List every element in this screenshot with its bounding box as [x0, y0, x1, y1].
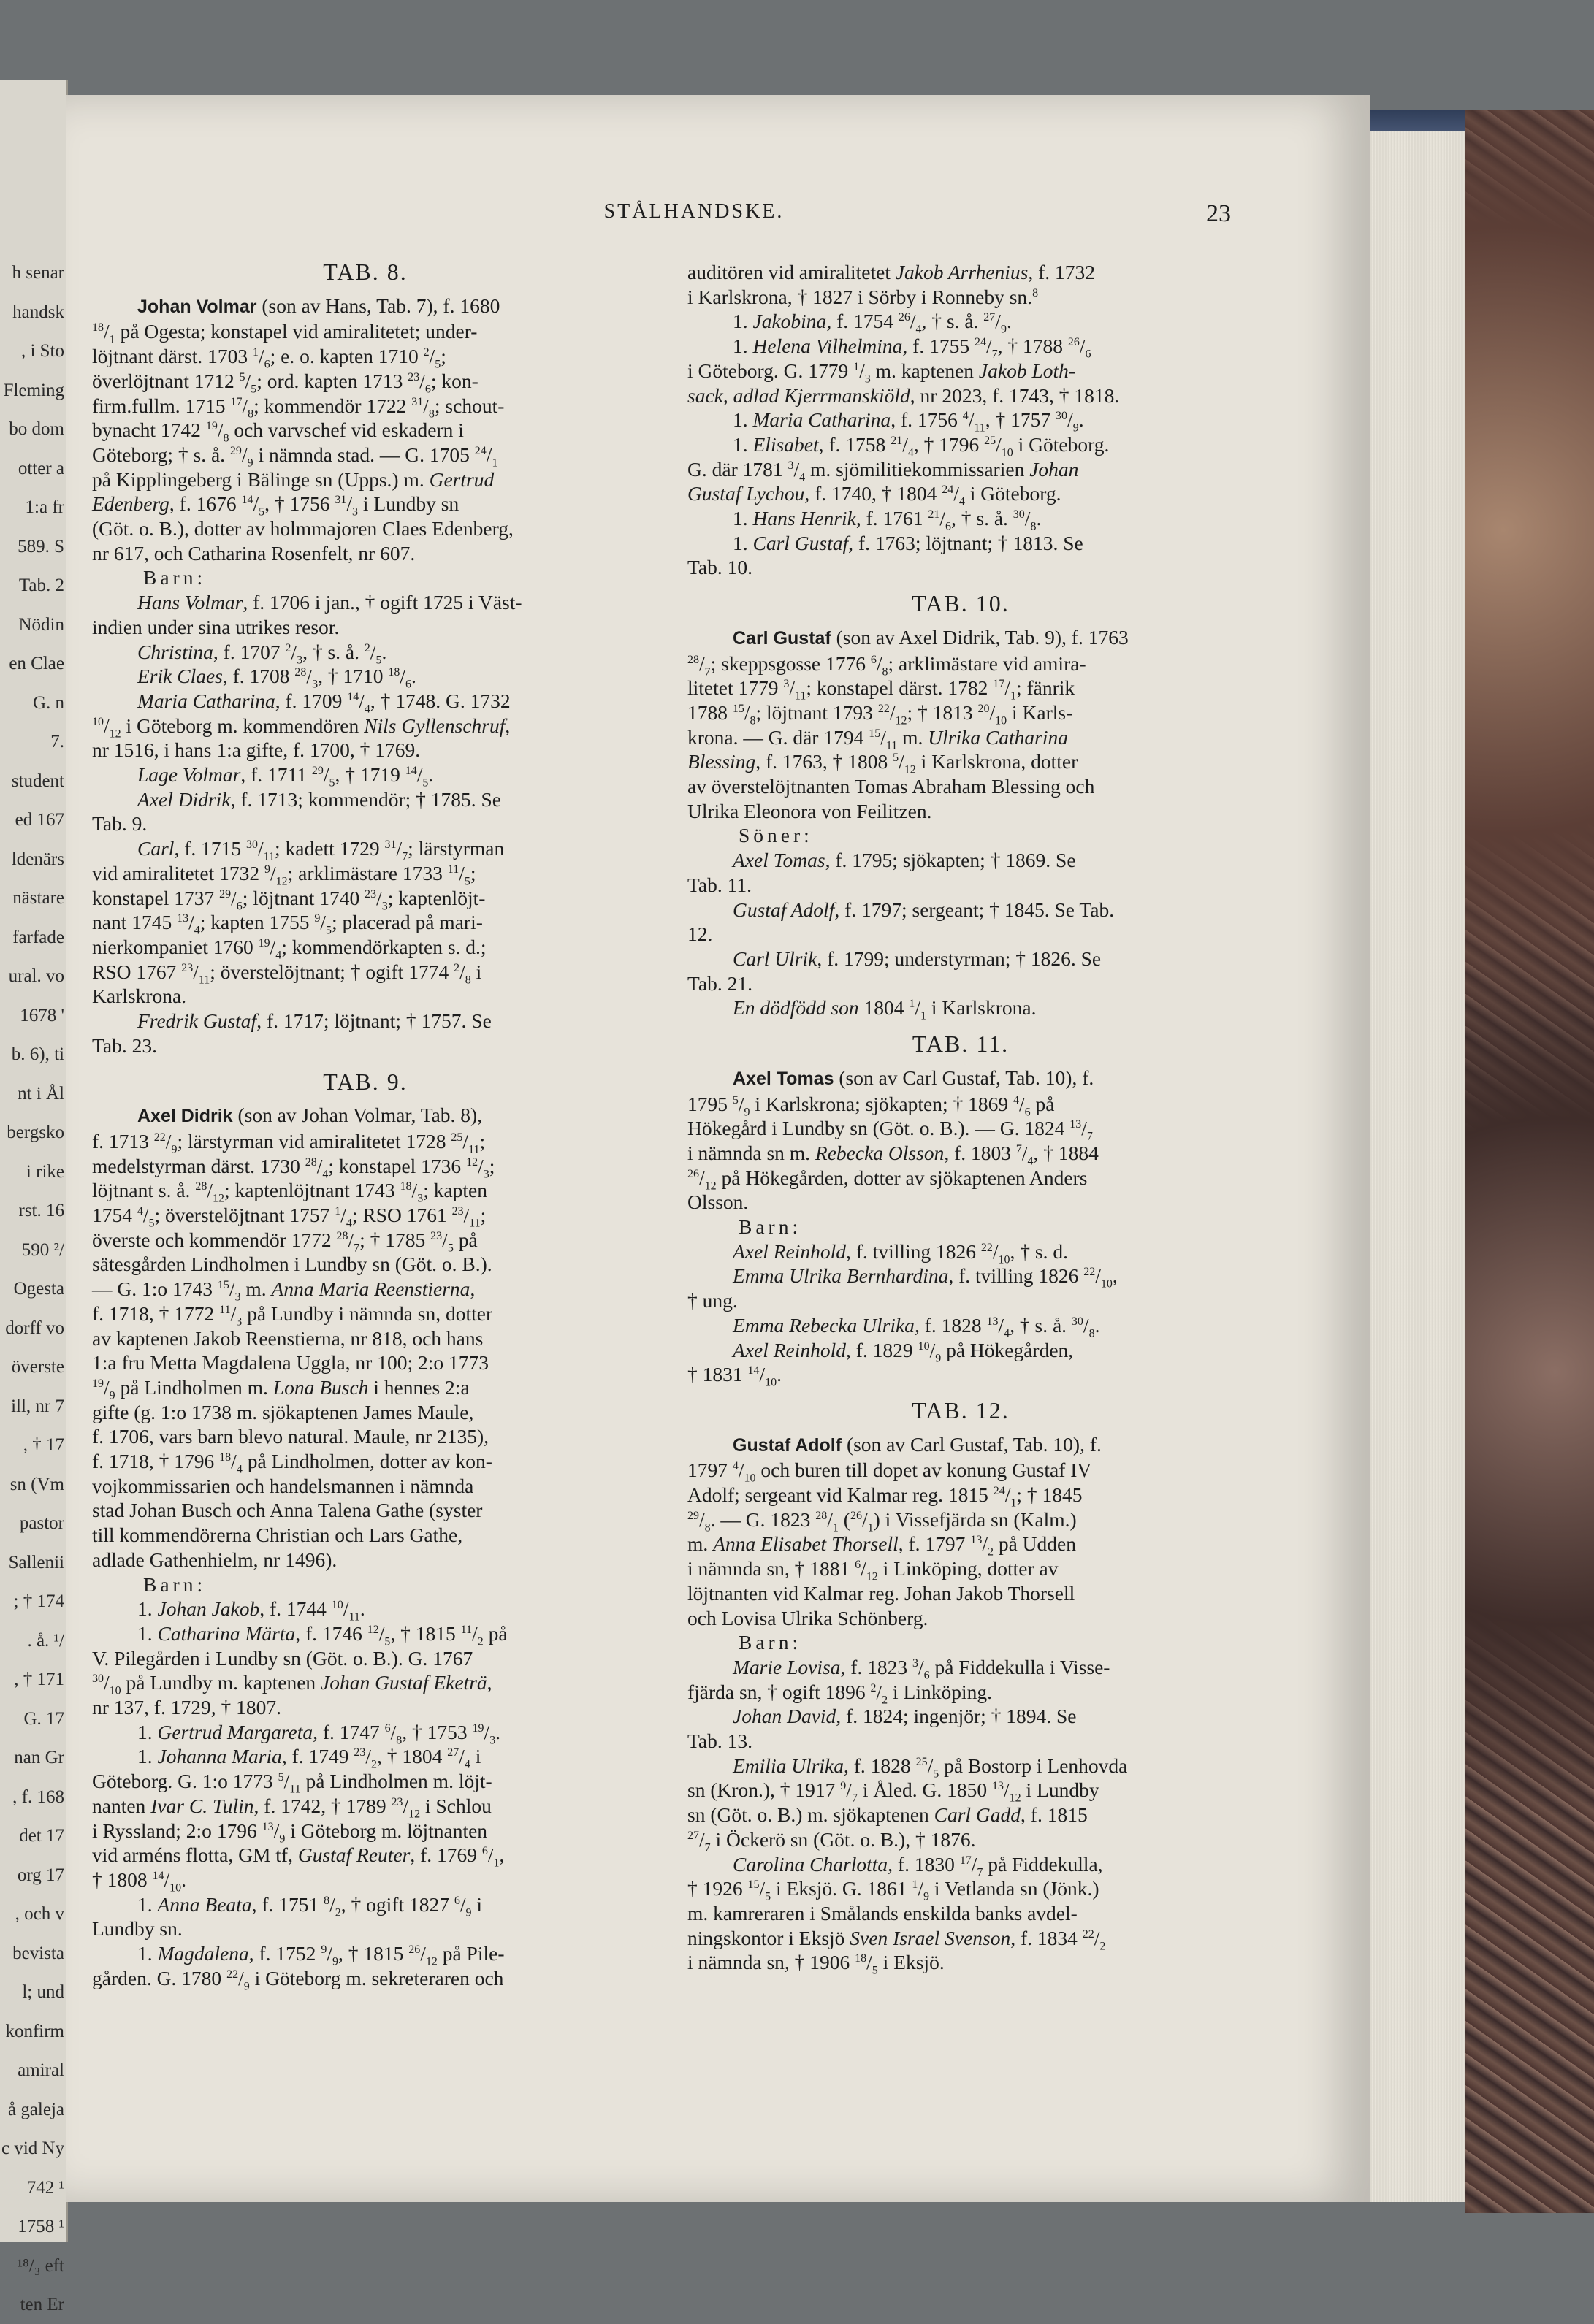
text-line: Emma Rebecka Ulrika, f. 1828 $^{13}/_4$, † s. å. $^{30}/_8$.	[733, 1313, 1100, 1340]
margin-fragment: 589. S	[18, 536, 64, 557]
text-line: auditören vid amiralitetet Jakob Arrhenius, f. 1732	[687, 261, 1096, 283]
margin-fragment: ed 167	[15, 810, 64, 830]
text-line: 1. Carl Gustaf, f. 1763; löjtnant; † 1813. Se	[733, 531, 1083, 554]
text-line: överlöjtnant 1712 $^5/_5$; ord. kapten 1713 $^{23}/_6$; kon-	[92, 369, 478, 396]
margin-fragment: 1678 '	[20, 1005, 64, 1025]
margin-fragment: c vid Ny	[1, 2138, 64, 2158]
text-line: 1. Magdalena, f. 1752 $^9/_9$, † 1815 $^{26}/_{12}$ på Pile-	[137, 1942, 505, 1968]
entry-paragraph	[687, 1432, 1234, 1631]
text-line: f. 1713 $^{22}/_9$; lärstyrman vid amiralitetet 1728 $^{25}/_{11}$;	[92, 1129, 486, 1156]
text-line: 1:a fru Metta Magdalena Uggla, nr 100; 2:o 1773	[92, 1351, 489, 1375]
text-line: Adolf; sergeant vid Kalmar reg. 1815 $^{24}/_1$; † 1845	[687, 1483, 1083, 1510]
text-line: Blessing, f. 1763, † 1808 $^5/_{12}$ i Karlskrona, dotter	[687, 750, 1078, 776]
entry-paragraph	[92, 762, 638, 790]
table-heading: TAB. 10.	[912, 590, 1010, 617]
margin-fragment: student	[11, 771, 64, 791]
entry-paragraph	[687, 531, 1234, 580]
text-line: Gustaf Adolf (son av Carl Gustaf, Tab. 10), f.	[733, 1432, 1102, 1456]
entry-paragraph	[92, 1720, 638, 1745]
entry-paragraph	[687, 1754, 1234, 1852]
text-line: Axel Reinhold, f. tvilling 1826 $^{22}/_{10}$, † s. d.	[733, 1239, 1068, 1266]
margin-fragment: b. 6), ti	[11, 1044, 64, 1064]
text-line: Carl, f. 1715 $^{30}/_{11}$; kadett 1729 $^{31}/_7$; lärstyrman	[137, 837, 505, 863]
text-line: i Karlskrona, † 1827 i Sörby i Ronneby sn.$^8$	[687, 285, 1039, 308]
margin-fragment: ¹⁸/₃ eft	[17, 2255, 64, 2276]
table-heading: TAB. 9.	[323, 1068, 408, 1095]
margin-fragment: ; † 174	[13, 1591, 64, 1611]
text-line: sn (Kron.), † 1917 $^9/_7$ i Åled. G. 1850 $^{13}/_{12}$ i Lundby	[687, 1778, 1099, 1805]
entry-paragraph	[687, 848, 1234, 897]
margin-fragment: i rike	[26, 1161, 64, 1182]
text-line: (Göt. o. B.), dotter av holmmajoren Claes Edenberg,	[92, 517, 514, 540]
text-line: nanten Ivar C. Tulin, f. 1742, † 1789 $^{23}/_{12}$ i Schlou	[92, 1794, 492, 1821]
text-line: löjtnant därst. 1703 $^1/_6$; e. o. kapten 1710 $^2/_5$;	[92, 345, 446, 371]
text-line: Axel Reinhold, f. 1829 $^{10}/_9$ på Hökegården,	[733, 1338, 1074, 1365]
margin-fragment: amiral	[18, 2060, 64, 2080]
table-heading: TAB. 11.	[912, 1031, 1010, 1058]
margin-fragment: farfade	[12, 927, 64, 947]
entry-paragraph	[687, 1655, 1234, 1707]
text-line: Lage Volmar, f. 1711 $^{29}/_5$, † 1719 $^{14}/_5$.	[137, 763, 434, 790]
text-line: ningskontor i Eksjö Sven Israel Svenson, f. 1834 $^{22}/_2$	[687, 1926, 1106, 1953]
margin-fragment: G. n	[32, 692, 64, 713]
text-line: $^{27}/_7$ i Öckerö sn (Göt. o. B.), † 1876.	[687, 1827, 976, 1854]
margin-fragment: överste	[11, 1357, 64, 1377]
entry-paragraph	[92, 1941, 638, 1993]
text-line: f. 1718, † 1796 $^{18}/_4$ på Lindholmen, dotter av kon-	[92, 1450, 492, 1476]
entry-paragraph	[687, 1066, 1234, 1215]
margin-fragment: org 17	[17, 1865, 64, 1885]
margin-fragment: ldenärs	[11, 849, 64, 869]
text-line: indien under sina utrikes resor.	[92, 615, 340, 638]
text-line: 1. Gertrud Margareta, f. 1747 $^6/_8$, † 1753 $^{19}/_3$.	[137, 1720, 501, 1747]
entry-paragraph	[687, 1313, 1234, 1338]
text-line: Tab. 11.	[687, 873, 752, 896]
entry-paragraph	[687, 898, 1234, 947]
text-line: Gustaf Adolf, f. 1797; sergeant; † 1845. Se Tab.	[733, 898, 1115, 921]
margin-fragment: pastor	[19, 1513, 64, 1533]
text-line: gården. G. 1780 $^{22}/_9$ i Göteborg m. sekreteraren och	[92, 1966, 504, 1993]
text-line: Edenberg, f. 1676 $^{14}/_5$, † 1756 $^{31}/_3$ i Lundby sn	[92, 492, 459, 519]
table-heading: TAB. 12.	[912, 1396, 1010, 1423]
text-line: Olsson.	[687, 1190, 749, 1214]
margin-fragment: Ogesta	[13, 1279, 64, 1299]
margin-fragment: 590 ²/	[21, 1239, 64, 1260]
margin-fragment: Fleming	[3, 380, 64, 400]
page-number: 23	[1206, 200, 1231, 227]
table-heading: TAB. 8.	[323, 259, 408, 285]
margin-fragment: , † 171	[14, 1670, 64, 1689]
text-line: medelstyrman därst. 1730 $^{28}/_4$; konstapel 1736 $^{12}/_3$;	[92, 1154, 495, 1181]
entry-paragraph	[687, 947, 1234, 995]
margin-fragment: 742 ¹	[26, 2177, 64, 2198]
text-line: vid arméns flotta, GM tf, Gustaf Reuter, f. 1769 $^6/_1$,	[92, 1843, 505, 1870]
left-column	[92, 260, 638, 1991]
text-line: $^{26}/_{12}$ på Hökegården, dotter av sjökaptenen Anders	[687, 1166, 1088, 1193]
text-line: Carl Ulrik, f. 1799; understyrman; † 1826. Se	[733, 947, 1102, 970]
text-line: $^{28}/_7$; skeppsgosse 1776 $^6/_8$; arklimästare vid amira-	[687, 651, 1086, 679]
entry-paragraph	[92, 1892, 638, 1941]
text-line: Tab. 9.	[92, 812, 148, 836]
text-line: Johan Volmar (son av Hans, Tab. 7), f. 1680	[137, 294, 500, 317]
text-line: 1. Anna Beata, f. 1751 $^8/_2$, † ogift 1827 $^6/_9$ i	[137, 1892, 482, 1919]
running-head: STÅLHANDSKE.	[603, 200, 785, 223]
text-line: 1. Helena Vilhelmina, f. 1755 $^{24}/_7$, † 1788 $^{26}/_6$	[733, 335, 1091, 361]
text-line: Tab. 13.	[687, 1729, 752, 1753]
children-label: Barn:	[739, 1215, 802, 1239]
entry-paragraph	[92, 1009, 638, 1058]
text-line: bynacht 1742 $^{19}/_8$ och varvschef vid eskadern i	[92, 418, 464, 445]
margin-fragment: h senar	[12, 263, 64, 283]
entry-paragraph	[687, 1264, 1234, 1312]
entry-paragraph	[92, 1597, 638, 1624]
entry-paragraph	[92, 664, 638, 689]
margin-fragment: 1758 ¹	[18, 2217, 64, 2236]
text-line: sack, adlad Kjerrmanskiöld, nr 2023, f. 1743, † 1818.	[687, 383, 1120, 407]
text-line: fjärda sn, † ogift 1896 $^2/_2$ i Linköping.	[687, 1680, 993, 1707]
text-line: 1788 $^{15}/_8$; löjtnant 1793 $^{22}/_{12}$; † 1813 $^{20}/_{10}$ i Karls-	[687, 700, 1073, 727]
text-line: 12.	[687, 922, 713, 946]
entry-paragraph	[92, 590, 638, 639]
entry-paragraph	[687, 625, 1234, 824]
text-line: — G. 1:o 1743 $^{15}/_3$ m. Anna Maria Reenstierna,	[92, 1277, 476, 1304]
entry-paragraph	[687, 408, 1234, 435]
entry-paragraph	[687, 260, 1234, 309]
text-line: Axel Tomas, f. 1795; sjökapten; † 1869. Se	[733, 849, 1076, 872]
text-line: m. Anna Elisabet Thorsell, f. 1797 $^{13}/_2$ på Udden	[687, 1532, 1076, 1559]
text-line: 1797 $^4/_{10}$ och buren till dopet av konung Gustaf IV	[687, 1459, 1092, 1485]
text-line: Christina, f. 1707 $^2/_3$, † s. å. $^2/_5$.	[137, 640, 387, 667]
text-line: till kommendörerna Christian och Lars Gathe,	[92, 1524, 463, 1547]
text-line: sn (Göt. o. B.) m. sjökaptenen Carl Gadd, f. 1815	[687, 1803, 1088, 1827]
text-line: i Ryssland; 2:o 1796 $^{13}/_9$ i Göteborg m. löjtnanten	[92, 1819, 488, 1846]
entry-paragraph	[687, 1704, 1234, 1753]
text-line: Hans Volmar, f. 1706 i jan., † ogift 1725 i Väst-	[137, 591, 522, 614]
text-line: Carolina Charlotta, f. 1830 $^{17}/_7$ på Fiddekulla,	[733, 1852, 1103, 1879]
margin-fragment: 1:a fr	[25, 497, 64, 517]
margin-fragment: nt i Ål	[18, 1083, 64, 1104]
text-line: vojkommissarien och handelsmannen i nämnda	[92, 1474, 474, 1497]
text-line: 1. Elisabet, f. 1758 $^{21}/_4$, † 1796 $^{25}/_{10}$ i Göteborg.	[733, 432, 1110, 459]
entry-paragraph	[687, 309, 1234, 334]
entry-paragraph	[92, 1103, 638, 1572]
entry-paragraph	[687, 432, 1234, 506]
margin-fragment: bevista	[12, 1943, 64, 1963]
margin-fragment: nästare	[12, 888, 64, 908]
text-line: $^{18}/_1$ på Ogesta; konstapel vid amiralitetet; under-	[92, 320, 478, 346]
entry-paragraph	[687, 506, 1234, 531]
margin-fragment: det 17	[19, 1826, 64, 1846]
text-line: † ung.	[687, 1289, 738, 1312]
text-line: RSO 1767 $^{23}/_{11}$; överstelöjtnant; † ogift 1774 $^2/_8$ i	[92, 960, 482, 987]
text-line: Gustaf Lychou, f. 1740, † 1804 $^{24}/_4$ i Göteborg.	[687, 482, 1061, 508]
text-line: Göteborg. G. 1:o 1773 $^5/_{11}$ på Lindholmen m. löjt-	[92, 1770, 492, 1796]
previous-page-edge	[0, 80, 68, 2315]
text-line: löjtnant s. å. $^{28}/_{12}$; kaptenlöjtnant 1743 $^{18}/_3$; kapten	[92, 1179, 488, 1205]
text-line: i nämnda sn, † 1906 $^{18}/_5$ i Eksjö.	[687, 1951, 945, 1977]
margin-fragment: rst. 16	[18, 1201, 64, 1220]
margin-fragment: bergsko	[7, 1123, 64, 1142]
entry-paragraph	[687, 995, 1234, 1023]
text-line: † 1926 $^{15}/_5$ i Eksjö. G. 1861 $^1/_9$ i Vetlanda sn (Jönk.)	[687, 1877, 1099, 1903]
text-line: 1. Maria Catharina, f. 1756 $^4/_{11}$, † 1757 $^{30}/_9$.	[733, 408, 1084, 435]
text-line: $^{29}/_8$. — G. 1823 $^{28}/_1$ $(^{26}/_1)$ i Vissefjärda sn (Kalm.)	[687, 1507, 1077, 1534]
entry-paragraph	[92, 294, 638, 566]
text-line: $^{30}/_{10}$ på Lundby m. kaptenen Johan Gustaf Eketrä,	[92, 1671, 492, 1697]
entry-paragraph	[687, 334, 1234, 408]
margin-fragment: 7.	[50, 732, 64, 752]
text-line: Lundby sn.	[92, 1917, 183, 1941]
text-line: litetet 1779 $^3/_{11}$; konstapel därst. 1782 $^{17}/_1$; fänrik	[687, 676, 1075, 703]
children-label: Barn:	[143, 1572, 207, 1596]
text-line: Ulrika Eleonora von Feilitzen.	[687, 799, 932, 822]
text-line: 1. Hans Henrik, f. 1761 $^{21}/_6$, † s. å. $^{30}/_8$.	[733, 507, 1042, 533]
text-line: † 1808 $^{14}/_{10}$.	[92, 1868, 187, 1895]
text-line: 1. Johan Jakob, f. 1744 $^{10}/_{11}$.	[137, 1597, 365, 1624]
text-line: Karlskrona.	[92, 985, 187, 1008]
text-line: $^{10}/_{12}$ i Göteborg m. kommendören Nils Gyllenschruf,	[92, 714, 511, 741]
margin-fragment: Nödin	[18, 614, 64, 635]
margin-fragment: ill, nr 7	[11, 1396, 64, 1416]
entry-paragraph	[687, 1338, 1234, 1387]
text-line: 1. Catharina Märta, f. 1746 $^{12}/_5$, † 1815 $^{11}/_2$ på	[137, 1621, 508, 1648]
entry-paragraph	[92, 1621, 638, 1720]
text-line: gifte (g. 1:o 1738 m. sjökaptenen James Maule,	[92, 1400, 474, 1423]
text-line: † 1831 $^{14}/_{10}$.	[687, 1363, 782, 1389]
text-line: 1795 $^5/_9$ i Karlskrona; sjökapten; † 1869 $^4/_6$ på	[687, 1092, 1055, 1118]
text-line: Fredrik Gustaf, f. 1717; löjtnant; † 1757. Se	[137, 1009, 492, 1033]
entry-paragraph	[687, 1239, 1234, 1264]
children-label: Barn:	[739, 1631, 802, 1654]
text-line: Erik Claes, f. 1708 $^{28}/_3$, † 1710 $^{18}/_6$.	[137, 665, 416, 691]
margin-fragment: . å. ¹/	[27, 1630, 64, 1651]
margin-fragment: sn (Vm	[9, 1474, 64, 1494]
text-line: på Kipplingeberg i Bälinge sn (Upps.) m. Gertrud	[92, 467, 495, 491]
entry-paragraph	[687, 1852, 1234, 1976]
margin-fragment: nan Gr	[14, 1748, 64, 1767]
text-line: Hökegård i Lundby sn (Göt. o. B.). — G. 1824 $^{13}/_7$	[687, 1117, 1093, 1143]
margin-fragment: bo dom	[9, 419, 64, 439]
margin-fragment: , † 17	[23, 1435, 64, 1455]
text-line: löjtnanten vid Kalmar reg. Johan Jakob Thorsell	[687, 1581, 1075, 1605]
text-line: av överstelöjtnanten Tomas Abraham Blessing och	[687, 775, 1095, 798]
margin-fragment: ten Er	[20, 2295, 64, 2315]
entry-paragraph	[92, 689, 638, 762]
text-line: Carl Gustaf (son av Axel Didrik, Tab. 9), f. 1763	[733, 625, 1129, 649]
margin-fragment: , i Sto	[20, 341, 64, 361]
text-line: krona. — G. där 1794 $^{15}/_{11}$ m. Ulrika Catharina	[687, 725, 1069, 752]
margin-fragment: konfirm	[5, 2021, 64, 2041]
text-line: f. 1706, vars barn blevo natural. Maule, nr 2135),	[92, 1425, 489, 1448]
margin-fragment: Sallenii	[8, 1552, 64, 1572]
text-line: stad Johan Busch och Anna Talena Gathe (syster	[92, 1499, 483, 1522]
text-line: 1. Jakobina, f. 1754 $^{26}/_4$, † s. å. $^{27}/_9$.	[733, 310, 1012, 336]
margin-fragment: dorff vo	[5, 1318, 64, 1338]
text-line: 1. Johanna Maria, f. 1749 $^{23}/_2$, † 1804 $^{27}/_4$ i	[137, 1745, 481, 1771]
text-line: En dödfödd son 1804 $^1/_1$ i Karlskrona.	[733, 996, 1037, 1023]
text-line: Tab. 21.	[687, 971, 752, 995]
text-line: sätesgården Lindholmen i Lundby sn (Göt. o. B.).	[92, 1253, 492, 1276]
margin-fragment: , f. 168	[12, 1786, 64, 1807]
text-line: Johan David, f. 1824; ingenjör; † 1894. Se	[733, 1705, 1077, 1728]
text-line: G. där 1781 $^3/_4$ m. sjömilitiekommissarien Johan	[687, 457, 1079, 484]
entry-paragraph	[92, 836, 638, 1009]
text-line: Maria Catharina, f. 1709 $^{14}/_4$, † 1748. G. 1732	[137, 689, 511, 716]
text-line: nierkompaniet 1760 $^{19}/_4$; kommendörkapten s. d.;	[92, 935, 487, 962]
text-line: Axel Tomas (son av Carl Gustaf, Tab. 10), f.	[733, 1066, 1094, 1089]
text-line: nr 617, och Catharina Rosenfelt, nr 607.	[92, 541, 416, 565]
right-column	[687, 260, 1234, 1975]
children-label: Barn:	[143, 566, 207, 589]
text-line: överste och kommendör 1772 $^{28}/_7$; † 1785 $^{23}/_5$ på	[92, 1228, 478, 1255]
text-line: V. Pilegården i Lundby sn (Göt. o. B.). G. 1767	[92, 1646, 473, 1670]
margin-fragment: en Clae	[9, 654, 64, 673]
text-line: vid amiralitetet 1732 $^9/_{12}$; arklimästare 1733 $^{11}/_5$;	[92, 861, 476, 888]
margin-fragment: Tab. 2	[18, 576, 64, 595]
text-line: Emilia Ulrika, f. 1828 $^{25}/_5$ på Bostorp i Lenhovda	[733, 1754, 1128, 1781]
margin-fragment: å galeja	[7, 2099, 64, 2119]
text-line: m. kamreraren i Smålands enskilda banks avdel-	[687, 1902, 1078, 1924]
entry-paragraph	[92, 787, 638, 836]
margin-fragment: handsk	[12, 302, 64, 322]
text-line: f. 1718, † 1772 $^{11}/_3$ på Lundby i nämnda sn, dotter	[92, 1301, 493, 1329]
text-line: nr 1516, i hans 1:a gifte, f. 1700, † 1769.	[92, 738, 421, 762]
text-line: och Lovisa Ulrika Schönberg.	[687, 1606, 928, 1629]
children-label: Söner:	[739, 824, 813, 847]
text-line: Tab. 23.	[92, 1033, 157, 1057]
text-line: konstapel 1737 $^{29}/_6$; löjtnant 1740 $^{23}/_3$; kaptenlöjt-	[92, 886, 486, 913]
text-line: Axel Didrik (son av Johan Volmar, Tab. 8),	[137, 1104, 483, 1127]
margin-fragment: l; und	[22, 1982, 64, 2002]
text-line: Axel Didrik, f. 1713; kommendör; † 1785. Se	[137, 787, 501, 811]
text-line: Marie Lovisa, f. 1823 $^3/_6$ på Fiddekulla i Visse-	[733, 1655, 1110, 1682]
text-line: i Göteborg. G. 1779 $^1/_3$ m. kaptenen Jakob Loth-	[687, 359, 1076, 386]
entry-paragraph	[92, 1744, 638, 1895]
margin-fragment: otter a	[18, 458, 64, 478]
text-line: adlade Gathenhielm, nr 1496).	[92, 1548, 338, 1571]
text-line: Göteborg; † s. å. $^{29}/_9$ i nämnda stad. — G. 1705 $^{24}/_1$	[92, 443, 498, 470]
page-block-edge	[1370, 131, 1466, 2202]
text-line: Emma Ulrika Bernhardina, f. tvilling 1826 $^{22}/_{10}$,	[733, 1264, 1118, 1291]
text-line: firm.fullm. 1715 $^{17}/_8$; kommendör 1722 $^{31}/_8$; schout-	[92, 394, 505, 421]
text-line: i nämnda sn m. Rebecka Olsson, f. 1803 $^7/_4$, † 1884	[687, 1141, 1099, 1168]
margin-fragment: , och v	[15, 1904, 64, 1924]
text-line: nant 1745 $^{13}/_4$; kapten 1755 $^9/_5$; placerad på mari-	[92, 911, 483, 937]
margin-fragment: G. 17	[23, 1708, 64, 1729]
margin-fragment: ural. vo	[8, 966, 64, 986]
marbled-book-cover	[1465, 110, 1594, 2213]
text-line: i nämnda sn, † 1881 $^6/_{12}$ i Linköping, dotter av	[687, 1557, 1059, 1583]
text-line: nr 137, f. 1729, † 1807.	[92, 1696, 281, 1719]
text-line: Tab. 10.	[687, 556, 752, 579]
text-line: $^{19}/_9$ på Lindholmen m. Lona Busch i hennes 2:a	[92, 1375, 470, 1402]
entry-paragraph	[92, 640, 638, 665]
text-line: 1754 $^4/_5$; överstelöjtnant 1757 $^1/_4$; RSO 1761 $^{23}/_{11}$;	[92, 1204, 487, 1230]
text-line: av kaptenen Jakob Reenstierna, nr 818, och hans	[92, 1326, 484, 1350]
